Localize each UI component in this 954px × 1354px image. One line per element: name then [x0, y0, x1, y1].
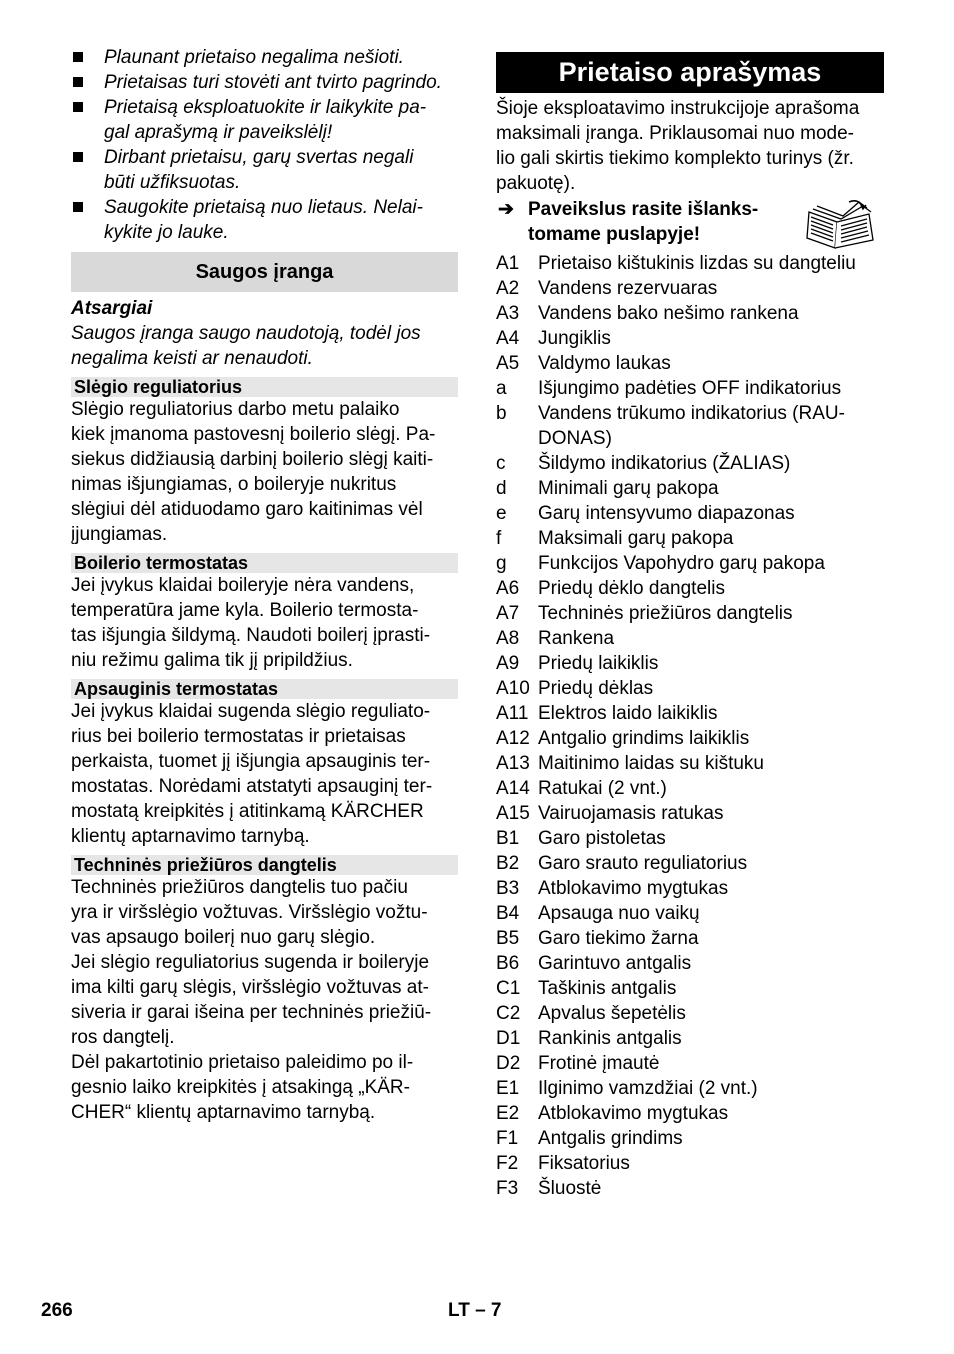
item-label: Antgalio grindims laikiklis — [538, 728, 750, 749]
item-code: e — [496, 503, 507, 524]
square-bullet-icon — [73, 77, 83, 87]
item-label: Garo pistoletas — [538, 828, 666, 849]
list-item — [496, 351, 884, 376]
list-item — [496, 1001, 884, 1026]
item-label: Atblokavimo mygtukas — [538, 1103, 729, 1124]
list-item — [496, 1051, 884, 1076]
item-code: E1 — [496, 1078, 520, 1099]
bullet-item — [71, 145, 461, 195]
item-label: Jungiklis — [538, 328, 611, 349]
list-item — [496, 976, 884, 1001]
language-page-label: LT – 7 — [448, 1300, 502, 1321]
subsection-paragraph: Techninės priežiūros dangtelis tuo pačiu yra ir viršslėgio vožtuvas. Viršslėgio vožtu- vas apsaugo boilerį nuo garų slėgio. — [71, 877, 428, 948]
item-code: d — [496, 478, 507, 499]
item-code: A9 — [496, 653, 520, 674]
list-item — [496, 501, 884, 526]
bullet-text: Prietaisą eksploatuokite ir laikykite pa- gal aprašymą ir paveikslėlį! — [104, 97, 427, 143]
item-code: B2 — [496, 853, 520, 874]
list-item — [496, 651, 884, 676]
list-item — [496, 601, 884, 626]
bullet-item — [71, 45, 461, 70]
bullet-text: Prietaisas turi stovėti ant tvirto pagrindo. — [104, 72, 442, 93]
item-label: Taškinis antgalis — [538, 978, 677, 999]
item-label: Funkcijos Vapohydro garų pakopa — [538, 553, 825, 574]
list-item — [496, 301, 884, 326]
item-code: A10 — [496, 678, 530, 699]
list-item — [496, 751, 884, 776]
book-icon — [801, 200, 883, 250]
item-code: A13 — [496, 753, 530, 774]
subsection-heading: Techninės priežiūros dangtelis — [71, 855, 458, 875]
item-code: D1 — [496, 1028, 521, 1049]
right-column — [496, 52, 884, 1201]
bullet-item — [71, 70, 461, 95]
list-item — [496, 476, 884, 501]
item-label: Apsauga nuo vaikų — [538, 903, 700, 924]
item-code: A5 — [496, 353, 520, 374]
item-code: F2 — [496, 1153, 519, 1174]
item-code: A15 — [496, 803, 530, 824]
item-label: Antgalis grindims — [538, 1128, 683, 1149]
item-code: c — [496, 453, 506, 474]
item-code: A8 — [496, 628, 520, 649]
list-item — [496, 701, 884, 726]
list-item — [496, 676, 884, 701]
item-code: g — [496, 553, 507, 574]
list-item — [496, 826, 884, 851]
list-item — [496, 1076, 884, 1101]
item-code: a — [496, 378, 507, 399]
item-label: Frotinė įmautė — [538, 1053, 660, 1074]
safety-bullet-list — [71, 45, 461, 245]
item-label: Priedų dėklas — [538, 678, 654, 699]
item-code: B4 — [496, 903, 520, 924]
list-item — [496, 1151, 884, 1176]
item-code: F1 — [496, 1128, 519, 1149]
item-code: b — [496, 403, 507, 424]
item-label: Priedų laikiklis — [538, 653, 659, 674]
left-column — [71, 45, 461, 1125]
list-item — [496, 1126, 884, 1151]
list-item — [496, 251, 884, 276]
item-label: Vairuojamasis ratukas — [538, 803, 724, 824]
bullet-text: Dirbant prietaisu, garų svertas negali būti užfiksuotas. — [104, 147, 414, 193]
bullet-item — [71, 95, 461, 145]
caution-title: Atsargiai — [71, 298, 153, 319]
item-code: A7 — [496, 603, 520, 624]
item-code: A14 — [496, 778, 530, 799]
item-code: B1 — [496, 828, 520, 849]
item-code: A2 — [496, 278, 520, 299]
item-label: Prietaiso kištukinis lizdas su dangteliu — [538, 253, 856, 274]
square-bullet-icon — [73, 152, 83, 162]
item-label: Garo tiekimo žarna — [538, 928, 699, 949]
intro-paragraph: Šioje eksploatavimo instrukcijoje aprašoma maksimali įranga. Priklausomai nuo mode- lio gali skirtis tiekimo komplekto turinys (žr. pakuotę). — [496, 98, 860, 194]
list-item — [496, 551, 884, 576]
component-list — [496, 251, 884, 1201]
item-code: A1 — [496, 253, 520, 274]
subsection-paragraph: Jei slėgio reguliatorius sugenda ir boileryje ima kilti garų slėgis, viršslėgio vožtuvas at- siveria ir garai išeina per techninės priežiū- ros dangtelį. — [71, 952, 432, 1048]
square-bullet-icon — [73, 52, 83, 62]
item-code: A3 — [496, 303, 520, 324]
item-label: Vandens bako nešimo rankena — [538, 303, 799, 324]
item-code: D2 — [496, 1053, 521, 1074]
item-label: Ratukai (2 vnt.) — [538, 778, 667, 799]
list-item — [496, 776, 884, 801]
list-item — [496, 376, 884, 401]
list-item — [496, 801, 884, 826]
item-code: C1 — [496, 978, 521, 999]
item-label: Vandens rezervuaras — [538, 278, 718, 299]
list-item — [496, 276, 884, 301]
list-item — [496, 451, 884, 476]
item-code: C2 — [496, 1003, 521, 1024]
list-item — [496, 876, 884, 901]
item-label: Apvalus šepetėlis — [538, 1003, 686, 1024]
subsection-heading: Boilerio termostatas — [71, 553, 458, 573]
figures-note-text: Paveikslus rasite išlanks- tomame puslapyje! — [528, 199, 759, 245]
list-item — [496, 851, 884, 876]
item-code: B3 — [496, 878, 520, 899]
item-code: A4 — [496, 328, 520, 349]
item-code: B6 — [496, 953, 520, 974]
item-code: A12 — [496, 728, 530, 749]
subsections — [71, 377, 461, 1125]
item-label: Garintuvo antgalis — [538, 953, 692, 974]
item-label: Šildymo indikatorius (ŽALIAS) — [538, 453, 791, 474]
item-label: Maksimali garų pakopa — [538, 528, 734, 549]
list-item — [496, 951, 884, 976]
item-label: Fiksatorius — [538, 1153, 630, 1174]
subsection-heading: Slėgio reguliatorius — [71, 377, 458, 397]
subsection-paragraph: Slėgio reguliatorius darbo metu palaiko kiek įmanoma pastovesnį boilerio slėgį. Pa- siekus didžiausią darbinį boilerio slėgį kaiti- nimas išjungiamas, o boileryje nukritus slėgiui dėl atiduodamo garo kaitinimas vėl įjungiamas. — [71, 399, 436, 545]
figures-note — [496, 197, 798, 247]
item-label: Valdymo laukas — [538, 353, 671, 374]
arrow-right-icon: ➔ — [498, 199, 514, 220]
list-item — [496, 1101, 884, 1126]
subsection-paragraph: Jei įvykus klaidai sugenda slėgio reguliato- rius bei boilerio termostatas ir prietaisas perkaista, tuomet jį išjungia apsauginis ter- mostatas. Norėdami atstatyti apsauginį ter- mostatą kreipkitės į atitinkamą KÄRCHER klientų aptarnavimo tarnybą. — [71, 701, 433, 847]
bullet-item — [71, 195, 461, 245]
item-label: Elektros laido laikiklis — [538, 703, 718, 724]
bullet-text: Saugokite prietaisą nuo lietaus. Nelai- kykite jo lauke. — [104, 197, 423, 243]
list-item — [496, 1176, 884, 1201]
list-item — [496, 326, 884, 351]
item-label: Atblokavimo mygtukas — [538, 878, 729, 899]
item-code: A11 — [496, 703, 529, 724]
list-item — [496, 401, 884, 451]
item-label: Garų intensyvumo diapazonas — [538, 503, 795, 524]
item-label: Šluostė — [538, 1178, 602, 1199]
subsection-paragraph: Jei įvykus klaidai boileryje nėra vandens, temperatūra jame kyla. Boilerio termosta- tas išjungia šildymą. Naudoti boilerį įprasti- niu režimu galima tik jį pripildžius. — [71, 575, 431, 671]
list-item — [496, 926, 884, 951]
item-code: B5 — [496, 928, 520, 949]
item-code: F3 — [496, 1178, 519, 1199]
square-bullet-icon — [73, 202, 83, 212]
item-code: E2 — [496, 1103, 520, 1124]
list-item — [496, 526, 884, 551]
list-item — [496, 576, 884, 601]
item-label: Vandens trūkumo indikatorius (RAU- DONAS) — [538, 403, 845, 449]
item-label: Maitinimo laidas su kištuku — [538, 753, 764, 774]
item-label: Ilginimo vamzdžiai (2 vnt.) — [538, 1078, 758, 1099]
item-label: Priedų dėklo dangtelis — [538, 578, 725, 599]
page-title: Prietaiso aprašymas — [496, 52, 884, 93]
item-label: Rankinis antgalis — [538, 1028, 682, 1049]
list-item — [496, 626, 884, 651]
item-code: f — [496, 528, 502, 549]
subsection-heading: Apsauginis termostatas — [71, 679, 458, 699]
subsection-paragraph: Dėl pakartotinio prietaiso paleidimo po il- gesnio laiko kreipkitės į atsakingą „KÄR- CHER“ klientų aptarnavimo tarnybą. — [71, 1052, 414, 1123]
item-label: Garo srauto reguliatorius — [538, 853, 748, 874]
square-bullet-icon — [73, 102, 83, 112]
item-label: Išjungimo padėties OFF indikatorius — [538, 378, 842, 399]
bullet-text: Plaunant prietaiso negalima nešioti. — [104, 47, 404, 68]
section-title-safety-equipment: Saugos įranga — [71, 252, 458, 292]
item-label: Techninės priežiūros dangtelis — [538, 603, 793, 624]
item-label: Minimali garų pakopa — [538, 478, 719, 499]
list-item — [496, 1026, 884, 1051]
item-code: A6 — [496, 578, 520, 599]
page-number: 266 — [41, 1300, 73, 1321]
list-item — [496, 726, 884, 751]
caution-text: Saugos įranga saugo naudotoją, todėl jos negalima keisti ar nenaudoti. — [71, 323, 421, 369]
list-item — [496, 901, 884, 926]
item-label: Rankena — [538, 628, 615, 649]
